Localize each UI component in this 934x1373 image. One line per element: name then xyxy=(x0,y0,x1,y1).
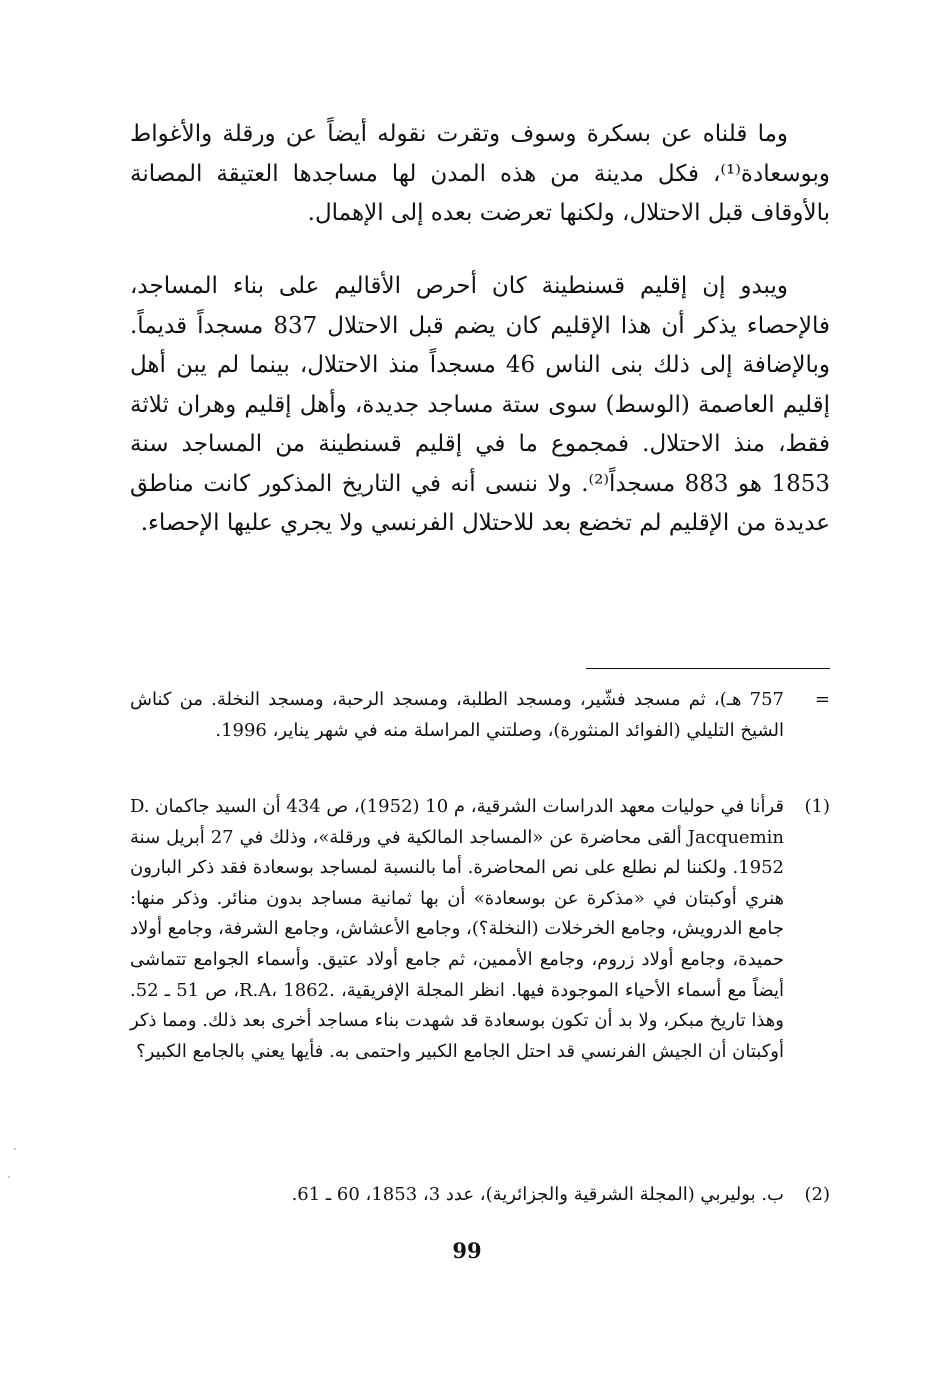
paragraph-text: وما قلناه عن بسكرة وسوف وتقرت نقوله أيضاً عن ورقلة والأغواط وبوسعادة⁽¹⁾، فكل مدينة من هذه المدن لها مساجدها العتيقة المصانة بالأوقاف قبل الاحتلال، ولكنها تعرضت بعده إلى الإهمال. xyxy=(130,121,830,226)
footnote-text: قرأنا في حوليات معهد الدراسات الشرقية، م 10 (1952)، ص 434 أن السيد جاكمان D. Jacquemin ألقى محاضرة عن «المساجد المالكية في ورقلة»، وذلك في 27 أبريل سنة 1952. ولكننا لم نطلع على نص المحاضرة. أما بالنسبة لمساجد بوسعادة فقد ذكر البارون هنري أوكبتان في «مذكرة عن بوسعادة» أن بها ثمانية مساجد بدون منائر. وذكر منها: جامع الدرويش، وجامع الخرخلات (النخلة؟)، وجامع الأعشاش، وجامع الشرفة، وجامع أولاد حميدة، وجامع أولاد زروم، وجامع الأممين، ثم جامع أولاد عتيق. وأسماء الجوامع تتماشى أيضاً مع أسماء الأحياء الموجودة فيها. انظر المجلة الإفريقية، .R.A، 1862، ص 51 ـ 52. وهذا تاريخ مبكر، ولا بد أن تكون بوسعادة قد شهدت بناء مساجد أخرى بعد ذلك. ومما ذكر أوكبتان أن الجيش الفرنسي قد احتل الجامع الكبير واحتمى به. فأيها يعني بالجامع الكبير؟ xyxy=(129,796,785,1062)
footnote-marker: = xyxy=(814,689,830,710)
scan-speck xyxy=(8,1176,10,1178)
footnote-text: ب. بوليربي (المجلة الشرقية والجزائرية)، عدد 3، 1853، 60 ـ 61. xyxy=(291,1184,784,1205)
footnote-separator xyxy=(586,668,830,669)
scan-speck xyxy=(14,1148,16,1150)
footnote-1 xyxy=(130,792,830,1067)
footnote-2 xyxy=(130,1180,830,1211)
footnote-continuation xyxy=(130,685,830,746)
page-number: 99 xyxy=(452,1238,482,1263)
footnote-marker: (1) xyxy=(804,796,830,817)
body-paragraph-1 xyxy=(130,115,830,234)
footnote-marker: (2) xyxy=(804,1184,830,1205)
footnote-text: 757 هـ)، ثم مسجد فشّير، ومسجد الطلبة، ومسجد الرحبة، ومسجد النخلة. من كناش الشيخ التليلي (الفوائد المنثورة)، وصلتني المراسلة منه في شهر يناير، 1996. xyxy=(130,689,784,741)
body-paragraph-2 xyxy=(130,267,830,544)
paragraph-text: ويبدو إن إقليم قسنطينة كان أحرص الأقاليم على بناء المساجد، فالإحصاء يذكر أن هذا الإقليم كان يضم قبل الاحتلال 837 مسجداً قديماً. وبالإضافة إلى ذلك بنى الناس 46 مسجداً منذ الاحتلال، بينما لم يبن أهل إقليم العاصمة (الوسط) سوى ستة مساجد جديدة، وأهل إقليم وهران ثلاثة فقط، منذ الاحتلال. فمجموع ما في إقليم قسنطينة من المساجد سنة 1853 هو 883 مسجداً⁽²⁾. ولا ننسى أنه في التاريخ المذكور كانت مناطق عديدة من الإقليم لم تخضع بعد للاحتلال الفرنسي ولا يجري عليها الإحصاء. xyxy=(130,273,830,536)
